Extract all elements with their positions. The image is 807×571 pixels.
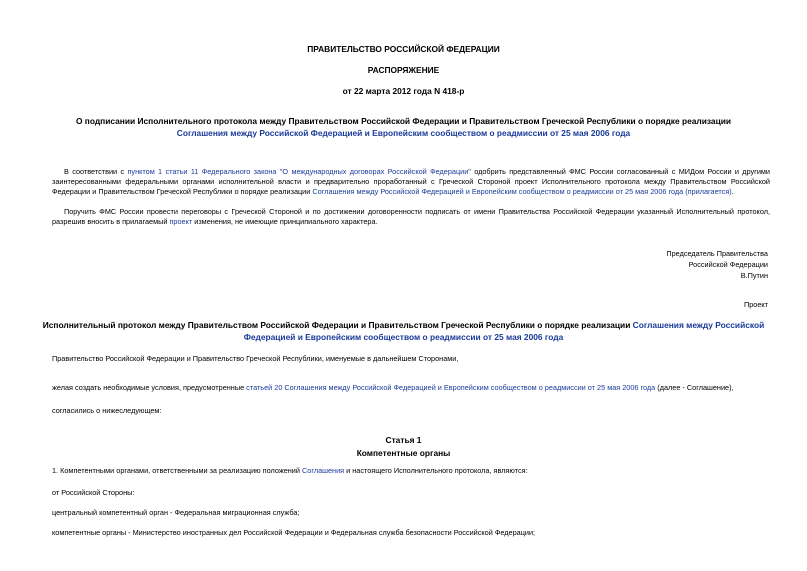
l4-text-a: 1. Компетентными органами, ответственными за реализацию положений [52, 466, 302, 475]
signature-block [666, 249, 768, 282]
document-type-heading: РАСПОРЯЖЕНИЕ [367, 65, 440, 75]
protocol-line-central-body: центральный компетентный орган - Федеральная миграционная служба; [52, 508, 300, 517]
signature-name: В.Путин [740, 270, 768, 280]
agreement-link-p1[interactable]: Соглашения между Российской Федерацией и Европейским сообществом о реадмиссии от 25 мая 2006 года [312, 186, 684, 196]
government-heading: ПРАВИТЕЛЬСТВО РОССИЙСКОЙ ФЕДЕРАЦИИ [307, 44, 500, 54]
project-link[interactable]: проект [169, 216, 193, 226]
title-text: О подписании Исполнительного протокола между Правительством Российской Федерации и Правительством Греческой Республики о порядке реализации [75, 116, 732, 126]
protocol-line-competent-bodies: компетентные органы - Министерство иностранных дел Российской Федерации и Федеральная служба безопасности Российской Федерации; [52, 528, 536, 537]
article-20-link[interactable]: статьей 20 Соглашения между Российской Федерацией и Европейским сообществом о реадмиссии от 25 мая 2006 года [246, 383, 656, 392]
signature-position: Председатель Правительства [666, 249, 768, 258]
l4-text-b: и настоящего Исполнительного протокола, являются: [344, 466, 528, 475]
signature-country: Российской Федерации [688, 259, 768, 269]
protocol-line-parties: Правительство Российской Федерации и Правительство Греческой Республики, именуемые в дальнейшем Сторонами, [52, 354, 459, 363]
l2-text-a: желая создать необходимые условия, предусмотренные [52, 383, 247, 392]
protocol-title-text: Исполнительный протокол между Правительством Российской Федерации и Правительством Греческой Республики о порядке реализации [42, 320, 633, 330]
p1-text-b: одобрить представленный ФМС России согласованный с МИДом России и другими заинтересованными федеральными органами исполнительной власти и предварительно проработанный с Греческой Стороной проект Исполнительного протокола между Правительством Российской Федерации и Правительством Греческой Республики о порядке реализации [52, 167, 770, 196]
project-label: Проект [743, 300, 768, 309]
article-title: Компетентные органы [356, 448, 451, 458]
p2-text-b: изменения, не имеющие принципиального характера. [192, 216, 378, 226]
agreement-link[interactable]: Соглашения между Российской Федерацией и Европейским сообществом о реадмиссии от 25 мая 2006 года [176, 127, 631, 138]
federal-law-link[interactable]: пунктом 1 статьи 11 Федерального закона "О международных договорах Российской Федерации" [127, 167, 471, 176]
protocol-line-competent [52, 466, 528, 476]
attachment-link[interactable]: (прилагается) [685, 186, 732, 196]
p1-text-a: В соответствии с [64, 167, 128, 176]
protocol-agreement-link[interactable]: Соглашения между Российской Федерацией и Европейским сообществом о реадмиссии от 25 мая 2006 года [243, 320, 765, 342]
l2-text-b: (далее - Соглашение), [655, 383, 734, 392]
paragraph-2 [52, 207, 770, 227]
protocol-title [40, 320, 767, 343]
protocol-line-agreed: согласились о нижеследующем: [52, 406, 162, 415]
protocol-line-conditions [52, 383, 734, 393]
date-number: от 22 марта 2012 года N 418-р [342, 86, 465, 96]
protocol-line-russian-side: от Российской Стороны: [52, 488, 135, 497]
article-number: Статья 1 [385, 435, 422, 445]
p2-text-a: Поручить ФМС России провести переговоры с Греческой Стороной и по достижении договоренности подписать от имени Правительства Российской Федерации указанный Исполнительный протокол, разрешив вносить в прилагаемый [52, 207, 770, 226]
agreement-short-link[interactable]: Соглашения [302, 466, 345, 475]
document-title [40, 116, 767, 139]
p1-text-d: . [731, 186, 734, 196]
paragraph-1 [52, 167, 770, 197]
